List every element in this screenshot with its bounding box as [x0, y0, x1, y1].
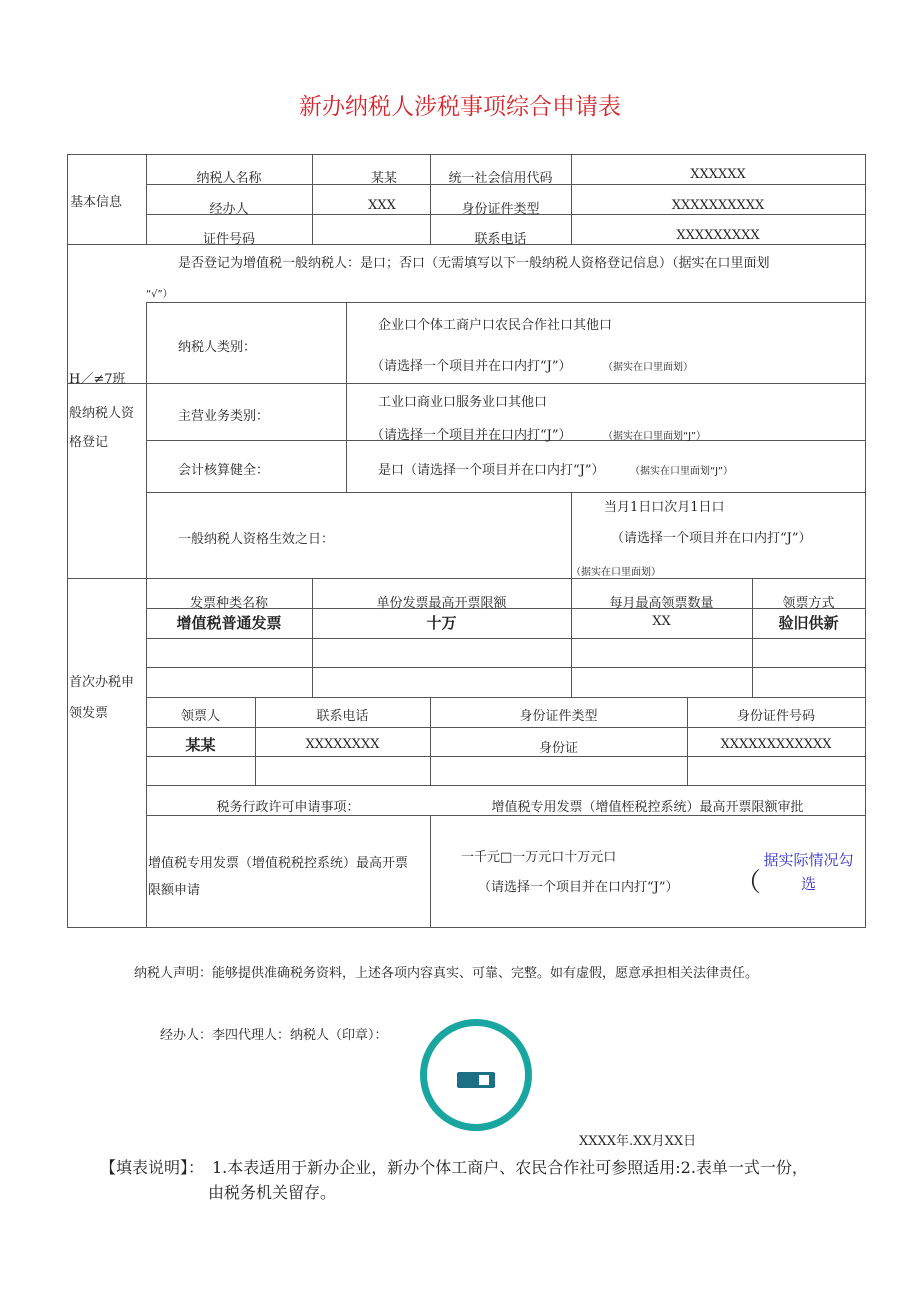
instructions-line2: 由税务机关留存。: [208, 1183, 337, 1202]
effective-date-hint: （请选择一个项目并在口内打“J”）: [611, 531, 812, 546]
receiver-idno-value: XXXXXXXXXXXX: [720, 737, 832, 752]
special-invoice-apply-line1: 增值税专用发票（增值税税控系统）最高开票: [148, 856, 409, 871]
note-line1: 据实际情况勾: [763, 851, 854, 869]
receiver-idtype-value: 身份证: [538, 741, 578, 756]
note-line2: 选: [800, 875, 816, 893]
instructions-label: 【填表说明】：: [100, 1158, 205, 1177]
official-seal: [420, 1019, 532, 1131]
permit-label: 税务行政许可申请事项：: [216, 800, 360, 815]
divider: [146, 638, 866, 639]
id-type-value: XXXXXXXXXX: [671, 198, 765, 213]
id-type-label: 身份证件类型: [461, 202, 540, 217]
invoice-type-value: 增值税普通发票: [176, 614, 282, 632]
divider: [146, 667, 866, 668]
business-type-label: 主营业务类别：: [178, 409, 270, 424]
id-number-label: 证件号码: [202, 232, 255, 247]
special-invoice-options: 一千元□一万元口十万元口: [461, 850, 617, 865]
credit-code-value: XXXXXX: [690, 167, 746, 182]
receiver-phone-header: 联系电话: [316, 709, 369, 724]
taxpayer-type-label: 纳税人类别：: [178, 340, 257, 355]
divider: [146, 302, 866, 303]
receiver-name-value: 某某: [185, 736, 216, 754]
invoice-quantity-value: XX: [652, 614, 671, 629]
seal-mark-inner: [479, 1075, 489, 1085]
table-border-right: [865, 154, 866, 928]
section-basic-info: 基本信息: [70, 195, 123, 210]
table-border-bottom: [67, 927, 866, 928]
taxpayer-name-value: 某某: [370, 171, 397, 186]
divider: [146, 815, 866, 816]
table-border-top: [67, 154, 866, 155]
seal-mark: [457, 1072, 495, 1088]
receiver-phone-value: XXXXXXXX: [305, 737, 380, 752]
accounting-hint2: （据实在口里面划“J”）: [630, 466, 734, 477]
taxpayer-declaration: 纳税人声明：能够提供准确税务资料，上述各项内容真实、可靠、完整。如有虚假，愿意承担相关法律责任。: [134, 966, 759, 981]
instructions-line1: 1.本表适用于新办企业，新办个体工商户、农民合作社可参照适用:2.表单一式一份，: [212, 1158, 808, 1177]
invoice-limit-value: 十万: [426, 614, 457, 632]
divider: [67, 578, 866, 579]
divider: [146, 492, 866, 493]
accounting-label: 会计核算健全：: [178, 463, 270, 478]
note-paren: （: [735, 868, 762, 898]
general-taxpayer-question-cont: “√”）: [146, 289, 173, 300]
divider: [146, 727, 866, 728]
divider: [146, 785, 866, 786]
page-title: 新办纳税人涉税事项综合申请表: [299, 94, 621, 120]
business-type-options: 工业口商业口服务业口其他口: [378, 395, 548, 410]
sign-date: XXXX年.XX月XX日: [579, 1134, 697, 1149]
divider: [67, 383, 866, 384]
business-type-hint2: （据实在口里面划“J”）: [603, 431, 707, 442]
invoice-header-limit: 单份发票最高开票限额: [376, 596, 507, 611]
invoice-header-type: 发票种类名称: [189, 596, 268, 611]
effective-date-options: 当月1日口次月1日口: [604, 500, 725, 515]
section-general-top: H／≠7班: [69, 372, 126, 387]
special-invoice-hint: （请选择一个项目并在口内打“J”）: [478, 880, 679, 895]
taxpayer-type-hint: （请选择一个项目并在口内打“J”）: [371, 359, 572, 374]
accounting-options: 是口（请选择一个项目并在口内打“J”）: [378, 463, 605, 478]
agent-label: 经办人: [209, 202, 249, 217]
receiver-idtype-header: 身份证件类型: [519, 709, 598, 724]
general-taxpayer-question: 是否登记为增值税一般纳税人：是口；否口（无需填写以下一般纳税人资格登记信息）（据实在口里面划: [178, 256, 770, 271]
business-type-hint: （请选择一个项目并在口内打“J”）: [371, 428, 572, 443]
section-invoice-line1: 首次办税申: [69, 675, 135, 690]
effective-date-label: 一般纳税人资格生效之日：: [178, 532, 335, 547]
effective-date-hint2: （据实在口里面划）: [571, 567, 661, 578]
section-general-line1: 般纳税人资: [69, 406, 135, 421]
permit-value: 增值税专用发票（增值桎税控系统）最高开票限额审批: [491, 800, 804, 815]
taxpayer-type-options: 企业口个体工商户口农民合作社口其他口: [378, 318, 613, 333]
taxpayer-name-label: 纳税人名称: [196, 171, 262, 186]
invoice-method-value: 验旧供新: [778, 614, 839, 632]
agent-value: XXX: [368, 198, 396, 213]
note-handwritten: [752, 848, 865, 896]
divider: [430, 815, 431, 927]
phone-value: XXXXXXXXX: [676, 228, 760, 243]
divider: [346, 302, 347, 492]
taxpayer-type-hint2: （据实在口里面划）: [603, 362, 693, 373]
signers-line: 经办人：李四代理人：纳税人（印章）：: [160, 1028, 388, 1043]
divider: [146, 697, 866, 698]
invoice-header-method: 领票方式: [782, 596, 835, 611]
receiver-idno-header: 身份证件号码: [736, 709, 815, 724]
divider: [146, 756, 866, 757]
credit-code-label: 统一社会信用代码: [448, 171, 553, 186]
table-border-left: [67, 154, 68, 928]
section-invoice-line2: 领发票: [69, 706, 109, 721]
invoice-header-quantity: 每月最高领票数量: [609, 596, 714, 611]
section-general-line2: 格登记: [69, 435, 109, 450]
receiver-header: 领票人: [180, 709, 220, 724]
special-invoice-apply-line2: 限额申请: [148, 883, 201, 898]
phone-label: 联系电话: [474, 232, 527, 247]
